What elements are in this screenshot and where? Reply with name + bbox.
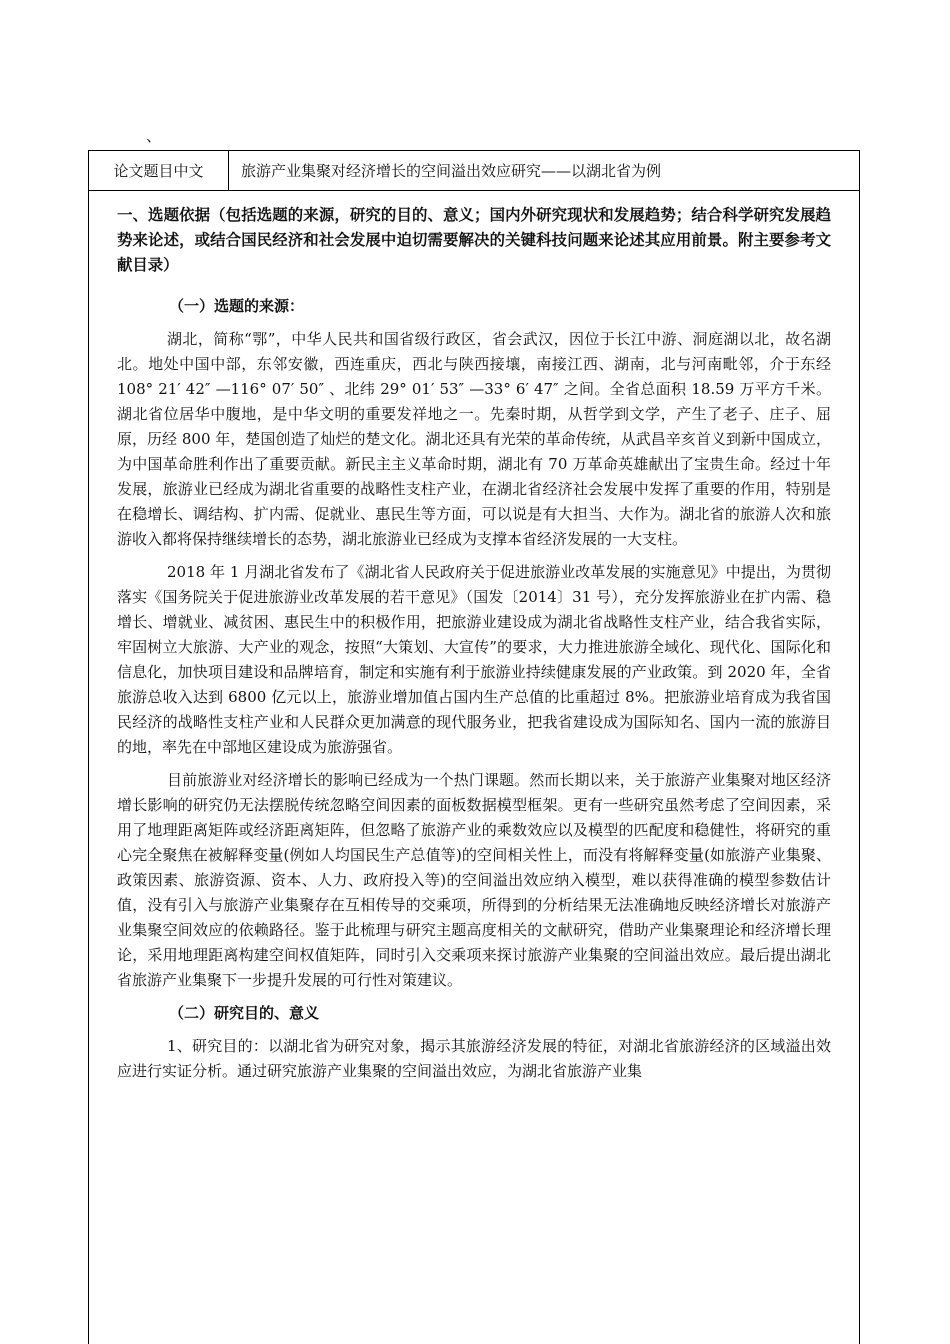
title-row [89,151,859,191]
title-value: 旅游产业集聚对经济增长的空间溢出效应研究——以湖北省为例 [241,162,662,180]
stray-mark: 、 [146,127,162,145]
subsection-heading-source: （一）选题的来源： [169,297,305,315]
section-heading: 一、选题依据（包括选题的来源，研究的目的、意义；国内外研究现状和发展趋势；结合科学研究发展趋势来论述，或结合国民经济和社会发展中迫切需要解决的关键科技问题来论述其应用前景。附主要参考文献目录） [117,206,831,274]
paragraph-research-purpose: 1、研究目的：以湖北省为研究对象，揭示其旅游经济发展的特征，对湖北省旅游经济的区域溢出效应进行实证分析。通过研究旅游产业集聚的空间溢出效应，为湖北省旅游产业集 [117,1037,831,1080]
subsection-heading-purpose: （二）研究目的、意义 [169,1004,320,1022]
proposal-form [88,150,860,1344]
paragraph-hubei-intro: 湖北，简称“鄂”，中华人民共和国省级行政区，省会武汉，因位于长江中游、洞庭湖以北，故名湖北。地处中国中部，东邻安徽，西连重庆，西北与陕西接壤，南接江西、湖南，北与河南毗邻，介于东经 108° 21′ 42″ —116° 07′ 50″ 、北纬 29° 01′ 53″ —33° 6′ 47″ 之间。全省总面积 18.59 万平方千米。湖北省位居华中腹地，是中华文明的重要发祥地之一。先秦时期，从哲学到文学，产生了老子、庄子、屈原，历经 800 年，楚国创造了灿烂的楚文化。湖北还具有光荣的革命传统，从武昌辛亥首义到新中国成立，为中国革命胜利作出了重要贡献。新民主主义革命时期，湖北有 70 万革命英雄献出了宝贵生命。经过十年发展，旅游业已经成为湖北省重要的战略性支柱产业，在湖北省经济社会发展中发挥了重要的作用，特别是在稳增长、调结构、扩内需、促就业、惠民生等方面，可以说是有大担当、大作为。湖北省的旅游人次和旅游收入都将保持继续增长的态势，湖北旅游业已经成为支撑本省经济发展的一大支柱。 [117,330,831,548]
form-content [89,203,859,1084]
title-label: 论文题目中文 [89,151,229,190]
paragraph-policy: 2018 年 1 月湖北省发布了《湖北省人民政府关于促进旅游业改革发展的实施意见》中提出，为贯彻落实《国务院关于促进旅游业改革发展的若干意见》（国发〔2014〕31 号），充分发挥旅游业在扩内需、稳增长、增就业、减贫困、惠民生中的积极作用，把旅游业建设成为湖北省战略性支柱产业，结合我省实际，牢固树立大旅游、大产业的观念，按照“大策划、大宣传”的要求，大力推进旅游全域化、现代化、国际化和信息化，加快项目建设和品牌培育，制定和实施有利于旅游业持续健康发展的产业政策。到 2020 年，全省旅游总收入达到 6800 亿元以上，旅游业增加值占国内生产总值的比重超过 8%。把旅游业培育成为我省国民经济的战略性支柱产业和人民群众更加满意的现代服务业，把我省建设成为国际知名、国内一流的旅游目的地，率先在中部地区建设成为旅游强省。 [117,563,831,756]
paragraph-research-status: 目前旅游业对经济增长的影响已经成为一个热门课题。然而长期以来，关于旅游产业集聚对地区经济增长影响的研究仍无法摆脱传统忽略空间因素的面板数据模型框架。更有一些研究虽然考虑了空间因素，采用了地理距离矩阵或经济距离矩阵，但忽略了旅游产业的乘数效应以及模型的匹配度和稳健性，将研究的重心完全聚焦在被解释变量(例如人均国民生产总值等)的空间相关性上，而没有将解释变量(如旅游产业集聚、政策因素、旅游资源、资本、人力、政府投入等)的空间溢出效应纳入模型，难以获得准确的模型参数估计值，没有引入与旅游产业集聚存在互相传导的交乘项，所得到的分析结果无法准确地反映经济增长对旅游产业集聚空间效应的依赖路径。鉴于此梳理与研究主题高度相关的文献研究，借助产业集聚理论和经济增长理论，采用地理距离构建空间权值矩阵，同时引入交乘项来探讨旅游产业集聚的空间溢出效应。最后提出湖北省旅游产业集聚下一步提升发展的可行性对策建议。 [117,771,831,989]
